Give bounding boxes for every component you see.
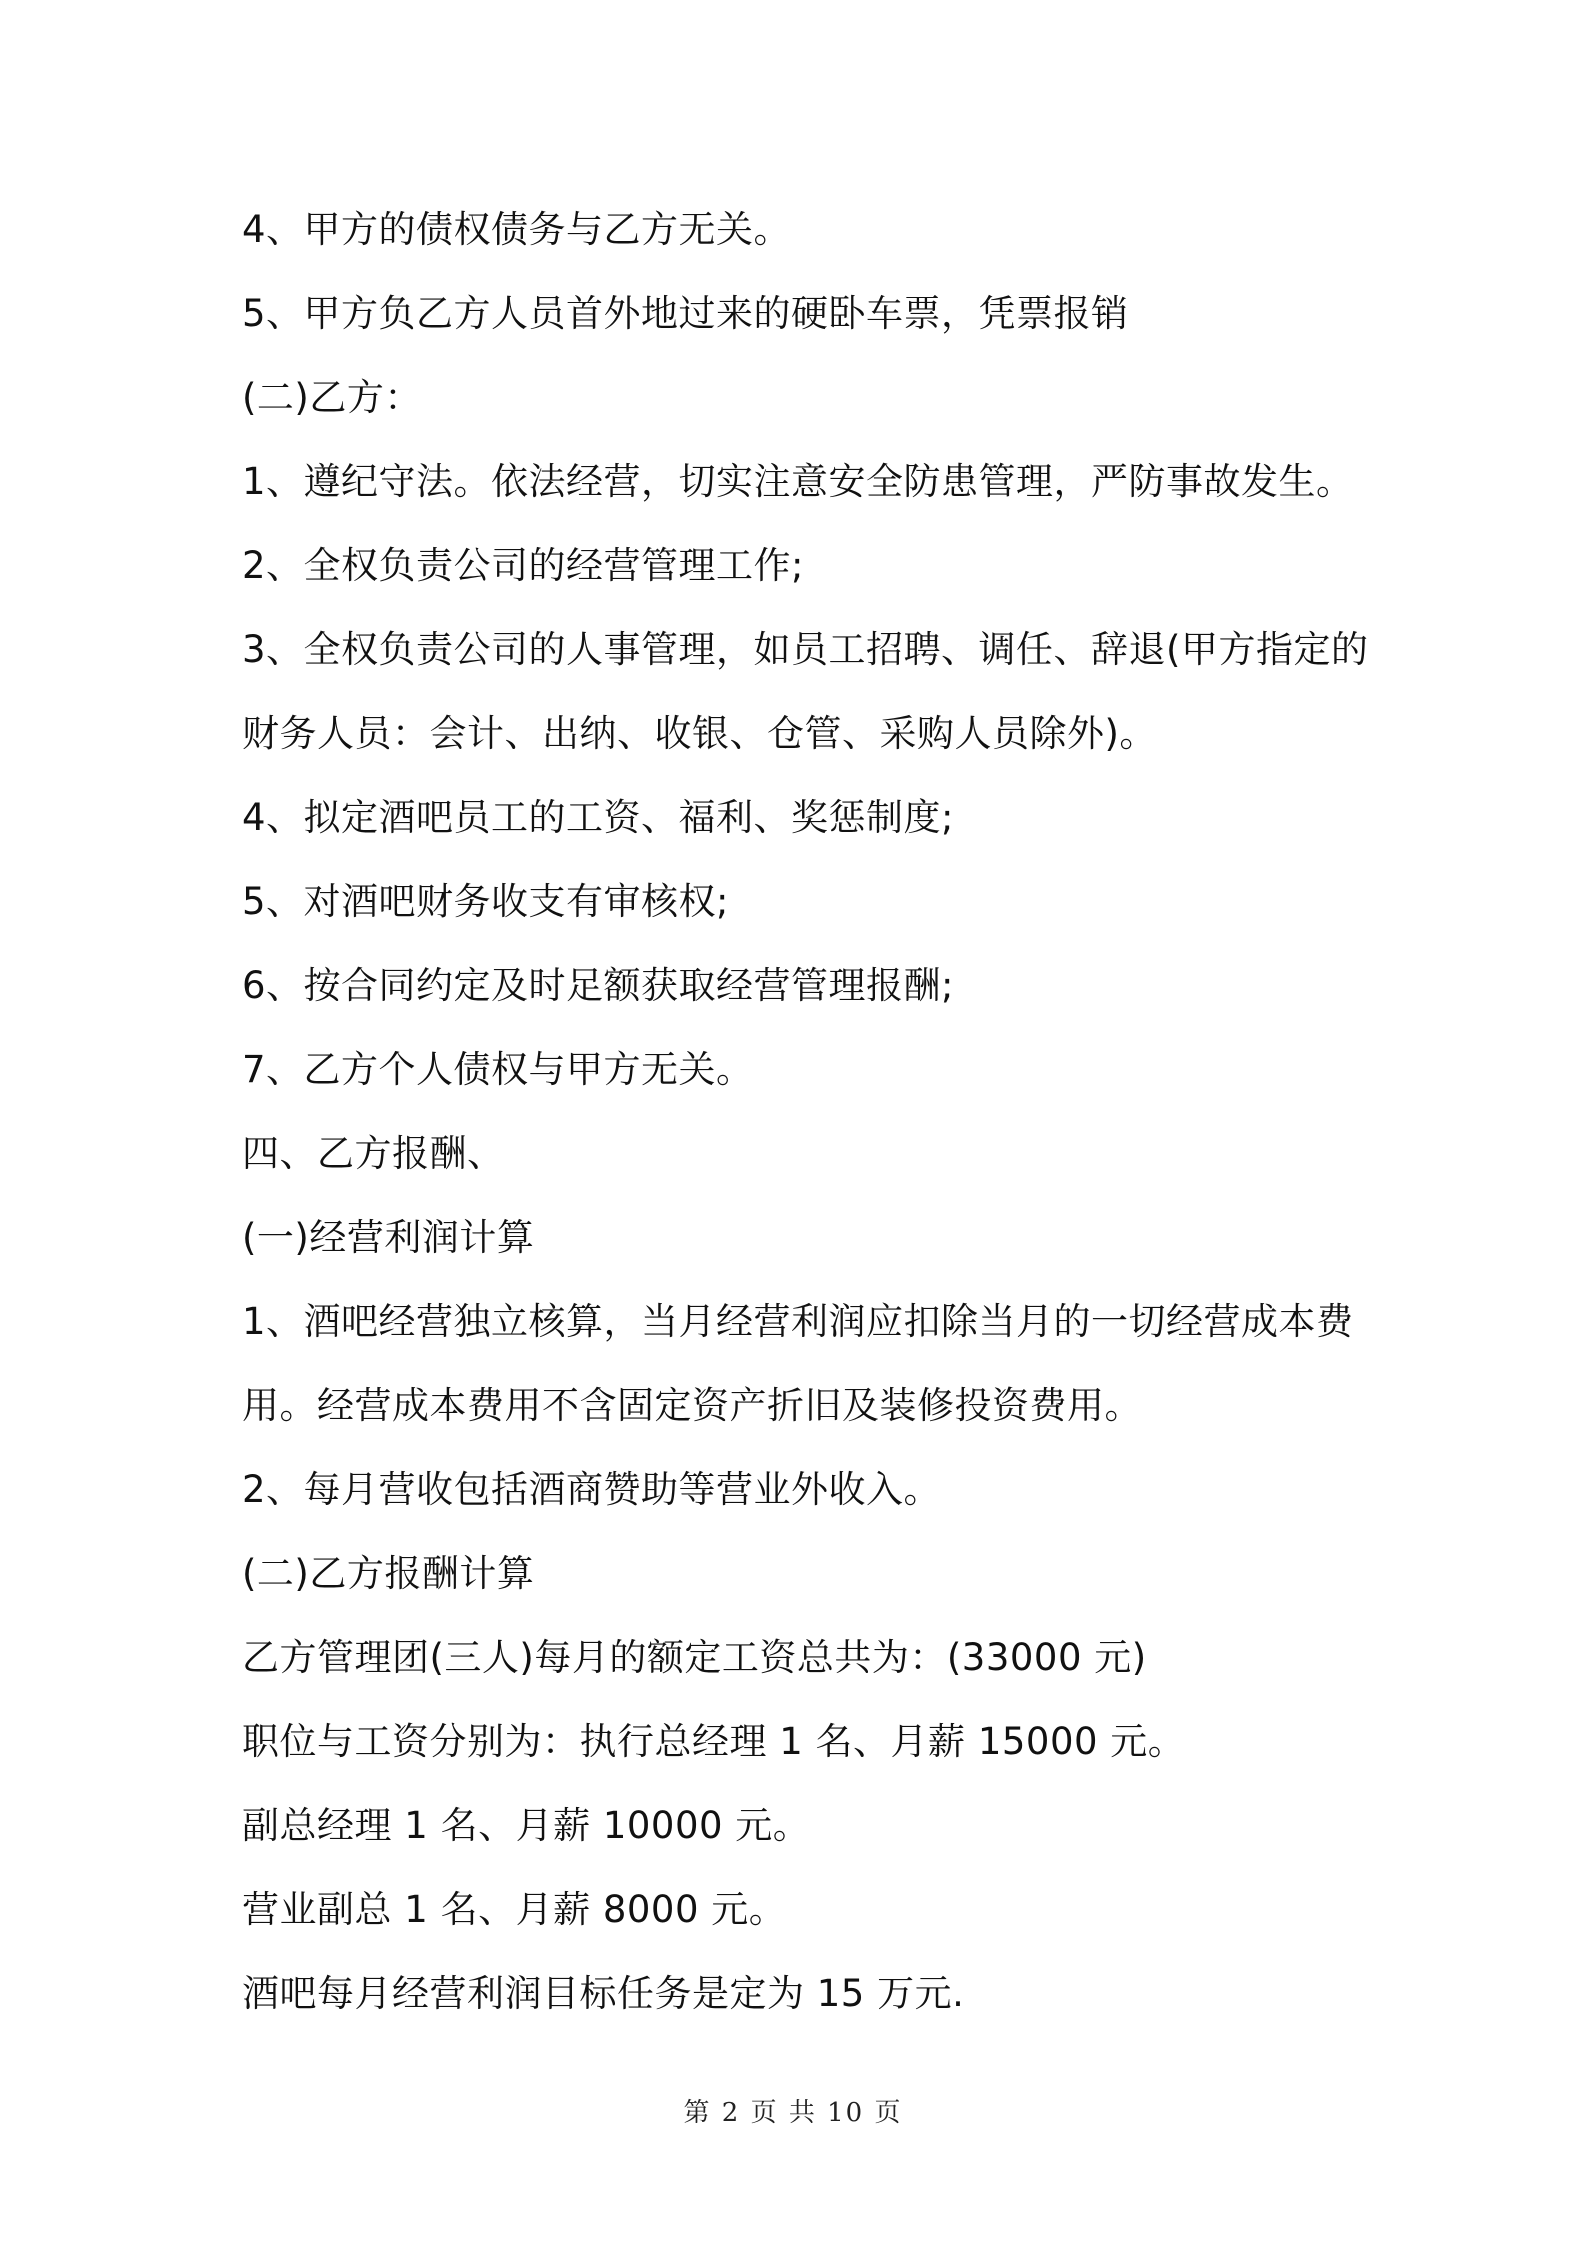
text-line: 1、遵纪守法。依法经营，切实注意安全防患管理，严防事故发生。: [242, 460, 1354, 503]
text-line: 5、对酒吧财务收支有审核权;: [242, 880, 730, 923]
text-line: 7、乙方个人债权与甲方无关。: [242, 1048, 754, 1091]
text-line: 乙方管理团(三人)每月的额定工资总共为：(33000 元): [242, 1636, 1147, 1679]
page-number-footer: 第 2 页 共 10 页: [683, 2098, 903, 2128]
text-line: 职位与工资分别为：执行总经理 1 名、月薪 15000 元。: [242, 1720, 1186, 1763]
text-line: 财务人员：会计、出纳、收银、仓管、采购人员除外)。: [242, 712, 1157, 755]
document-body: [242, 200, 1382, 2048]
text-line: 1、酒吧经营独立核算，当月经营利润应扣除当月的一切经营成本费: [242, 1300, 1354, 1343]
text-line: 2、全权负责公司的经营管理工作;: [242, 544, 805, 587]
text-line: 营业副总 1 名、月薪 8000 元。: [242, 1888, 787, 1931]
text-line: 5、甲方负乙方人员首外地过来的硬卧车票，凭票报销: [242, 292, 1129, 335]
text-line: 3、全权负责公司的人事管理，如员工招聘、调任、辞退(甲方指定的: [242, 628, 1369, 671]
section-heading: (二)乙方：: [242, 376, 422, 419]
text-line: 4、甲方的债权债务与乙方无关。: [242, 208, 792, 251]
text-line: 4、拟定酒吧员工的工资、福利、奖惩制度;: [242, 796, 955, 839]
section-heading: 四、乙方报酬、: [242, 1132, 505, 1175]
section-heading: (一)经营利润计算: [242, 1216, 535, 1259]
text-line: 副总经理 1 名、月薪 10000 元。: [242, 1804, 811, 1847]
text-line: 用。经营成本费用不含固定资产折旧及装修投资费用。: [242, 1384, 1142, 1427]
text-line: 6、按合同约定及时足额获取经营管理报酬;: [242, 964, 955, 1007]
text-line: 2、每月营收包括酒商赞助等营业外收入。: [242, 1468, 942, 1511]
text-line: 酒吧每月经营利润目标任务是定为 15 万元.: [242, 1972, 965, 2015]
section-heading: (二)乙方报酬计算: [242, 1552, 535, 1595]
